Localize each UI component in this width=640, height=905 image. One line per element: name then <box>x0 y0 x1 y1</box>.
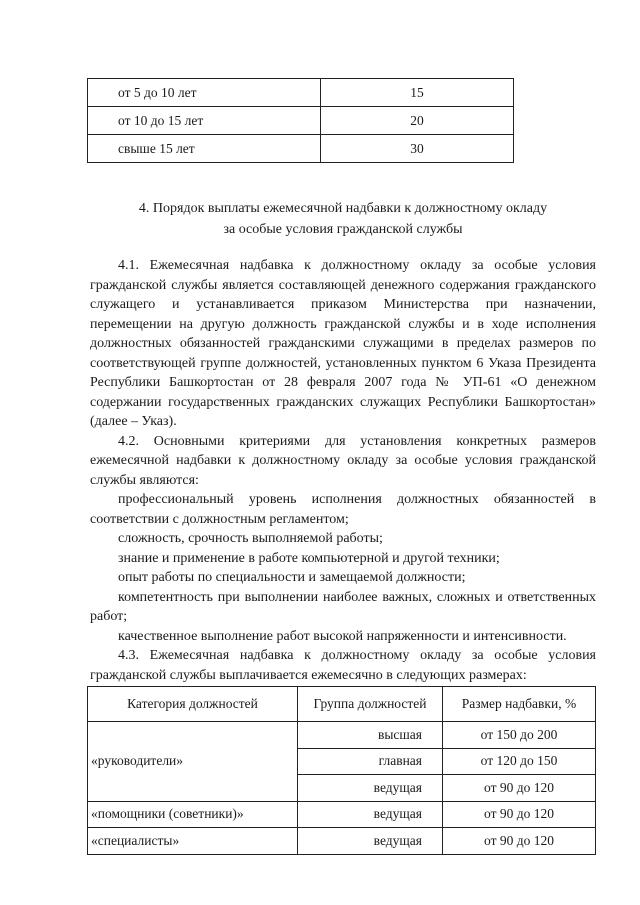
criterion-item: качественное выполнение работ высокой напряженности и интенсивности. <box>118 628 567 644</box>
period-cell: от 10 до 15 лет <box>88 107 321 135</box>
criterion-item: опыт работы по специальности и замещаемой должности; <box>118 570 466 585</box>
group-cell: главная <box>298 748 443 775</box>
category-cell: «руководители» <box>88 722 298 802</box>
paragraph-4-3: 4.3. Ежемесячная надбавка к должностному окладу за особые условия гражданской службы выплачивается ежемесячно в следующих размерах: <box>90 648 596 683</box>
group-cell: ведущая <box>298 801 443 828</box>
category-cell: «специалисты» <box>88 828 298 855</box>
header-group: Группа должностей <box>298 687 443 722</box>
percent-cell: 30 <box>321 135 514 163</box>
size-cell: от 120 до 150 <box>443 748 596 775</box>
size-cell: от 150 до 200 <box>443 722 596 749</box>
group-cell: ведущая <box>298 828 443 855</box>
category-cell: «помощники (советники)» <box>88 801 298 828</box>
section-heading-line2: за особые условия гражданской службы <box>223 222 463 237</box>
table-row <box>88 801 596 828</box>
table-row <box>88 828 596 855</box>
header-category: Категория должностей <box>88 687 298 722</box>
criterion-item: компетентность при выполнении наиболее важных, сложных и ответственных работ; <box>90 589 596 624</box>
criterion-item: профессиональный уровень исполнения должностных обязанностей в соответствии с должностным регламентом; <box>90 492 596 527</box>
allowance-table <box>87 686 596 855</box>
table-row <box>88 107 514 135</box>
criterion-item: сложность, срочность выполняемой работы; <box>118 531 383 546</box>
size-cell: от 90 до 120 <box>443 828 596 855</box>
section-heading-line1: 4. Порядок выплаты ежемесячной надбавки к должностному окладу <box>138 201 548 216</box>
paragraph-4-1: 4.1. Ежемесячная надбавка к должностному окладу за особые условия гражданской службы является составляющей денежного содержания гражданского служащего и устанавливается приказом Министерства при назначении, перемещении на другую должность гражданской службы и в ходе исполнения должностных обязанностей гражданскими служащими в пределах размеров по соответствующей группе должностей, установленных пунктом 6 Указа Президента Республики Башкортостан от 28 февраля 2007 года № УП-61 «О денежном содержании государственных гражданских служащих Республики Башкортостан» (далее – Указ). <box>90 258 596 429</box>
period-cell: свыше 15 лет <box>88 135 321 163</box>
table-row <box>88 135 514 163</box>
percent-cell: 15 <box>321 79 514 107</box>
seniority-table <box>87 78 514 163</box>
table-header-row <box>88 687 596 722</box>
section-heading <box>90 198 596 240</box>
section-body <box>90 256 596 685</box>
percent-cell: 20 <box>321 107 514 135</box>
group-cell: высшая <box>298 722 443 749</box>
header-size: Размер надбавки, % <box>443 687 596 722</box>
period-cell: от 5 до 10 лет <box>88 79 321 107</box>
criterion-item: знание и применение в работе компьютерной и другой техники; <box>118 550 500 566</box>
table-row <box>88 722 596 749</box>
table-row <box>88 79 514 107</box>
paragraph-4-2: 4.2. Основными критериями для установления конкретных размеров ежемесячной надбавки к должностному окладу за особые условия гражданской службы являются: <box>90 433 596 488</box>
size-cell: от 90 до 120 <box>443 775 596 802</box>
group-cell: ведущая <box>298 775 443 802</box>
size-cell: от 90 до 120 <box>443 801 596 828</box>
